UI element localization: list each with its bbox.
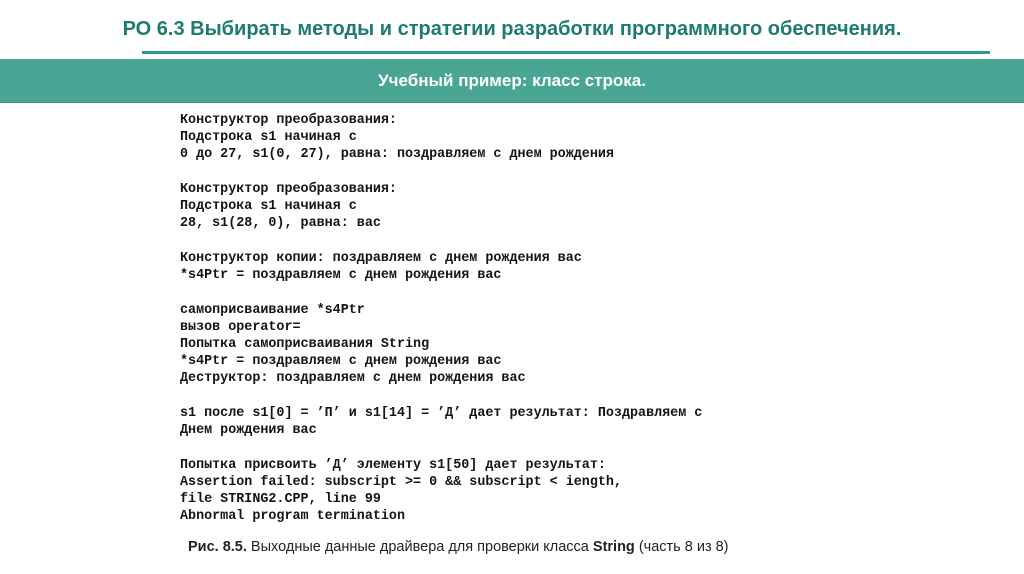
output-line: 0 до 27, s1(0, 27), равна: поздравляем с днем рождения (180, 147, 614, 162)
blank-line (180, 163, 702, 181)
output-line: 28, s1(28, 0), равна: вас (180, 216, 381, 231)
figure-caption (188, 539, 729, 555)
output-line: Подстрока s1 начиная с (180, 199, 357, 214)
caption-class-name: String (592, 539, 635, 555)
caption-label: Рис. 8.5. (188, 539, 247, 555)
output-line: Подстрока s1 начиная с (180, 130, 357, 145)
program-output (180, 112, 702, 525)
blank-line (180, 232, 702, 250)
output-line: Конструктор копии: поздравляем с днем рождения вас (180, 251, 582, 266)
blank-line (180, 284, 702, 302)
title-underline (142, 51, 990, 54)
output-line: Abnormal program termination (180, 509, 405, 524)
blank-line (180, 439, 702, 457)
banner-text: Учебный пример: класс строка. (378, 71, 646, 90)
output-line: самоприсваивание *s4Ptr (180, 303, 365, 318)
output-line: *s4Ptr = поздравляем с днем рождения вас (180, 268, 502, 283)
output-line: Попытка самоприсваивания String (180, 337, 430, 352)
section-banner (0, 59, 1024, 103)
output-line: file STRING2.CPP, line 99 (180, 492, 381, 507)
output-line: вызов operator= (180, 320, 301, 335)
slide-title: РО 6.3 Выбирать методы и стратегии разработки программного обеспечения. (122, 18, 902, 40)
output-line: Конструктор преобразования: (180, 113, 397, 128)
output-line: Деструктор: поздравляем с днем рождения вас (180, 371, 526, 386)
output-line: Assertion failed: subscript >= 0 && subscript < iength, (180, 475, 622, 490)
caption-text-before: Выходные данные драйвера для проверки класса (246, 539, 593, 555)
caption-text-after: (часть 8 из 8) (634, 539, 729, 555)
output-line: s1 после s1[0] = ’П’ и s1[14] = ’Д’ дает результат: Поздравляем с (180, 406, 703, 421)
output-line: *s4Ptr = поздравляем с днем рождения вас (180, 354, 502, 369)
output-line: Попытка присвоить ’Д’ элементу s1[50] дает результат: (180, 458, 606, 473)
blank-line (180, 387, 702, 405)
output-line: Конструктор преобразования: (180, 182, 397, 197)
output-line: Днем рождения вас (180, 423, 317, 438)
